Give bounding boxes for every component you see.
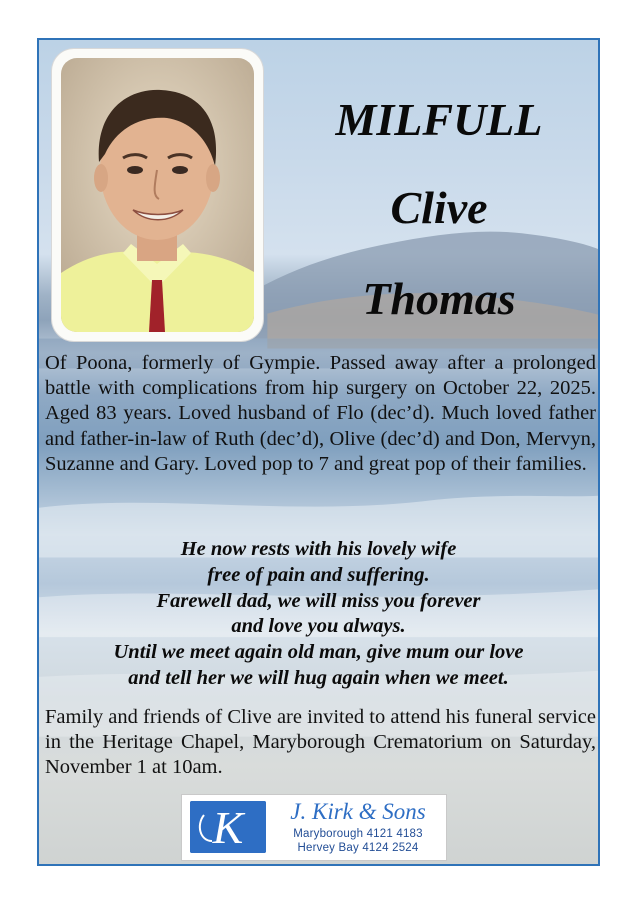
obituary-card: [37, 38, 600, 866]
portrait-photo: [61, 58, 254, 332]
funeral-director-logo: [181, 794, 447, 861]
memorial-verse: [39, 537, 598, 692]
verse-line: and love you always.: [231, 615, 406, 638]
given-name-first: Clive: [390, 182, 488, 233]
verse-line: He now rests with his lovely wife: [180, 538, 457, 560]
verse-line: Farewell dad, we will miss you forever: [156, 589, 481, 612]
svg-text:K: K: [212, 802, 244, 853]
verse-line: free of pain and suffering.: [207, 563, 430, 586]
verse-line: Until we meet again old man, give mum our love: [113, 641, 524, 664]
hervey-bay-phone: Hervey Bay 4124 2524: [297, 842, 419, 854]
portrait-frame: [52, 49, 263, 341]
funeral-director-name: J. Kirk & Sons: [290, 799, 426, 824]
obituary-text: Of Poona, formerly of Gympie. Passed away after a prolonged battle with complications from hip surgery on October 22, 2025. Aged 83 years. Loved husband of Flo (dec’d). Much loved father and father-in-law of Ruth (dec’d), Olive (dec’d) and Don, Mervyn, Suzanne and Gary. Loved pop to 7 and great pop of their families.: [45, 352, 596, 475]
maryborough-phone: Maryborough 4121 4183: [293, 828, 423, 840]
given-name-second: Thomas: [362, 273, 516, 324]
surname: MILFULL: [335, 94, 543, 145]
k-monogram-icon: [190, 801, 266, 853]
verse-line: and tell her we will hug again when we meet.: [128, 666, 509, 689]
funeral-service-details: Family and friends of Clive are invited to attend his funeral service in the Heritage Chapel, Maryborough Crematorium on Saturday, November 1 at 10am.: [45, 706, 596, 779]
